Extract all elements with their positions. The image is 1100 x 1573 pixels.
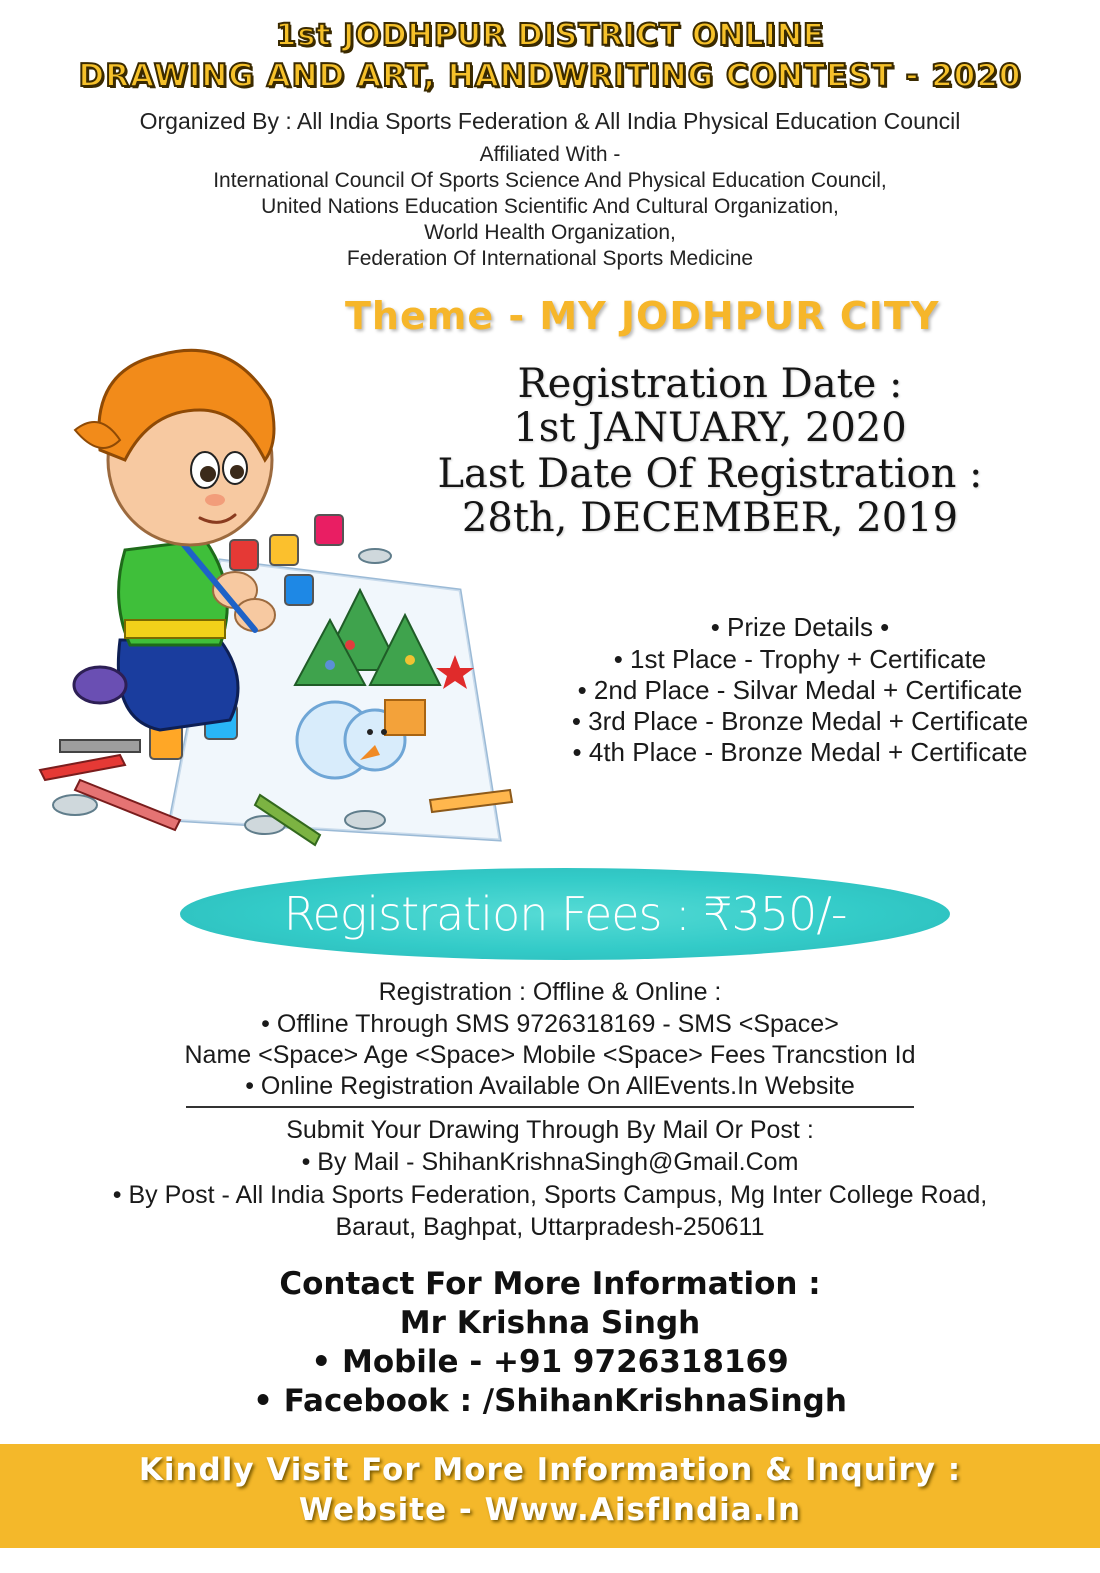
offline-registration: • Offline Through SMS 9726318169 - SMS <Space> bbox=[261, 1010, 839, 1038]
prize-item: • 3rd Place - Bronze Medal + Certificate bbox=[571, 706, 1029, 736]
contact-facebook: • Facebook : /ShihanKrishnaSingh bbox=[253, 1383, 847, 1419]
footer-inquiry: Kindly Visit For More Information & Inquiry : bbox=[138, 1452, 962, 1488]
online-registration: • Online Registration Available On AllEvents.In Website bbox=[245, 1072, 855, 1100]
last-date-label: Last Date Of Registration : bbox=[437, 451, 983, 497]
poster-title-line1: 1st JODHPUR DISTRICT ONLINE bbox=[275, 18, 825, 53]
affiliated-heading: Affiliated With - bbox=[479, 143, 621, 166]
affiliation-item: Federation Of International Sports Medicine bbox=[346, 247, 754, 270]
theme-heading: Theme - MY JODHPUR CITY bbox=[345, 294, 940, 338]
registration-date-label: Registration Date : bbox=[517, 361, 903, 407]
postal-address: Baraut, Baghpat, Uttarpradesh-250611 bbox=[335, 1213, 765, 1241]
submit-by-post: • By Post - All India Sports Federation, Sports Campus, Mg Inter College Road, bbox=[112, 1181, 988, 1209]
registration-date-value: 1st JANUARY, 2020 bbox=[513, 405, 907, 451]
contact-heading: Contact For More Information : bbox=[279, 1266, 821, 1302]
affiliation-item: World Health Organization, bbox=[424, 221, 676, 244]
prize-heading: • Prize Details • bbox=[710, 612, 890, 642]
prize-item: • 2nd Place - Silvar Medal + Certificate bbox=[577, 675, 1023, 705]
prize-item: • 4th Place - Bronze Medal + Certificate bbox=[572, 737, 1028, 767]
sms-format: Name <Space> Age <Space> Mobile <Space> Fees Trancstion Id bbox=[184, 1041, 916, 1069]
registration-mode: Registration : Offline & Online : bbox=[378, 978, 722, 1006]
last-date-value: 28th, DECEMBER, 2019 bbox=[461, 495, 959, 541]
poster-title-line2: DRAWING AND ART, HANDWRITING CONTEST - 2020 bbox=[78, 58, 1022, 94]
submission-heading: Submit Your Drawing Through By Mail Or Post : bbox=[286, 1116, 814, 1144]
affiliation-item: United Nations Education Scientific And Cultural Organization, bbox=[261, 195, 839, 218]
affiliation-item: International Council Of Sports Science And Physical Education Council, bbox=[213, 169, 887, 192]
footer-website: Website - Www.AisfIndia.In bbox=[298, 1492, 802, 1528]
submit-by-mail: • By Mail - ShihanKrishnaSingh@Gmail.Com bbox=[301, 1148, 799, 1176]
organized-by: Organized By : All India Sports Federation & All India Physical Education Council bbox=[139, 108, 961, 134]
prize-item: • 1st Place - Trophy + Certificate bbox=[613, 644, 987, 674]
contact-mobile: • Mobile - +91 9726318169 bbox=[311, 1344, 789, 1380]
contact-name: Mr Krishna Singh bbox=[399, 1305, 701, 1341]
section-divider bbox=[186, 1106, 914, 1108]
registration-fees: Registration Fees : ₹350/- bbox=[283, 887, 847, 941]
